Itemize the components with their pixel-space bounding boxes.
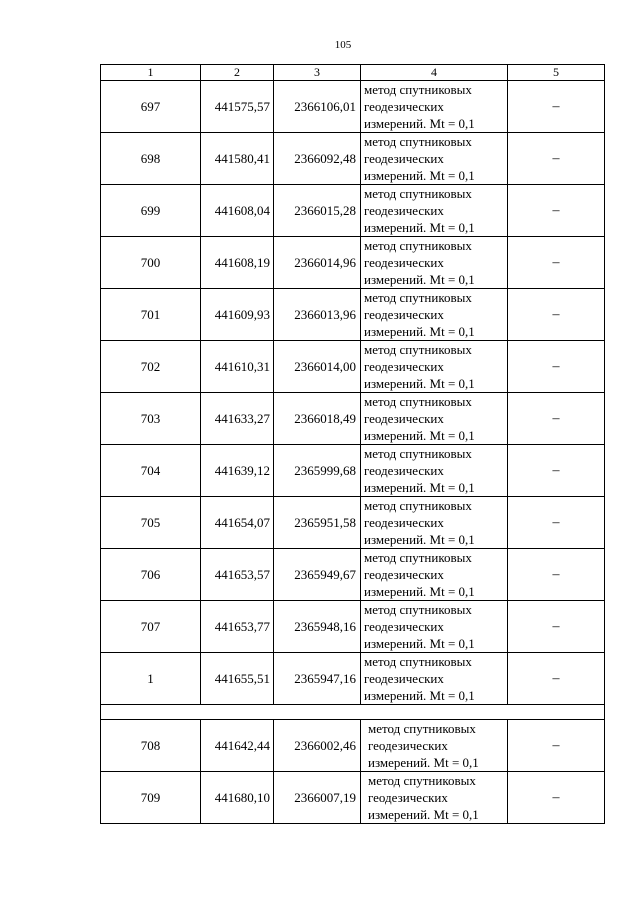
method-line-3: измерений. Mt = 0,1 [364, 688, 475, 703]
coordinate-y: 2366014,00 [274, 341, 361, 393]
table-row [101, 653, 605, 705]
method-line-1: метод спутниковых [368, 721, 476, 736]
method-line-3: измерений. Mt = 0,1 [368, 807, 479, 822]
coordinate-x: 441610,31 [201, 341, 274, 393]
coordinate-y: 2365948,16 [274, 601, 361, 653]
method-cell [361, 445, 508, 497]
coordinate-x: 441633,27 [201, 393, 274, 445]
method-line-2: геодезических [368, 790, 448, 805]
coordinate-x: 441609,93 [201, 289, 274, 341]
point-number: 708 [101, 720, 201, 772]
method-cell [361, 772, 508, 824]
table-row [101, 341, 605, 393]
method-line-3: измерений. Mt = 0,1 [364, 584, 475, 599]
coordinate-y: 2365949,67 [274, 549, 361, 601]
method-line-1: метод спутниковых [364, 134, 472, 149]
method-line-1: метод спутниковых [364, 290, 472, 305]
note-cell: – [508, 185, 605, 237]
note-cell: – [508, 341, 605, 393]
coordinate-y: 2366014,96 [274, 237, 361, 289]
coordinate-y: 2365951,58 [274, 497, 361, 549]
note-cell: – [508, 445, 605, 497]
coordinate-y: 2366002,46 [274, 720, 361, 772]
method-line-3: измерений. Mt = 0,1 [364, 116, 475, 131]
table-row [101, 772, 605, 824]
point-number: 706 [101, 549, 201, 601]
coordinate-x: 441639,12 [201, 445, 274, 497]
table-row [101, 81, 605, 133]
method-line-3: измерений. Mt = 0,1 [364, 168, 475, 183]
method-line-2: геодезических [368, 738, 448, 753]
column-header-1: 1 [101, 65, 201, 81]
table-gap-row [101, 705, 605, 720]
point-number: 1 [101, 653, 201, 705]
method-line-1: метод спутниковых [364, 446, 472, 461]
method-line-1: метод спутниковых [364, 498, 472, 513]
note-cell: – [508, 289, 605, 341]
coordinate-y: 2365947,16 [274, 653, 361, 705]
method-line-2: геодезических [364, 203, 444, 218]
coordinate-x: 441642,44 [201, 720, 274, 772]
coordinate-y: 2366013,96 [274, 289, 361, 341]
coordinate-y: 2366007,19 [274, 772, 361, 824]
point-number: 699 [101, 185, 201, 237]
table-row [101, 237, 605, 289]
coordinate-x: 441608,04 [201, 185, 274, 237]
coordinate-x: 441580,41 [201, 133, 274, 185]
method-line-3: измерений. Mt = 0,1 [364, 324, 475, 339]
method-line-1: метод спутниковых [364, 238, 472, 253]
method-line-3: измерений. Mt = 0,1 [364, 220, 475, 235]
point-number: 698 [101, 133, 201, 185]
coordinate-y: 2366018,49 [274, 393, 361, 445]
method-cell [361, 289, 508, 341]
coordinate-x: 441653,57 [201, 549, 274, 601]
method-line-2: геодезических [364, 411, 444, 426]
note-cell: – [508, 601, 605, 653]
point-number: 707 [101, 601, 201, 653]
point-number: 701 [101, 289, 201, 341]
point-number: 697 [101, 81, 201, 133]
coordinate-x: 441655,51 [201, 653, 274, 705]
method-line-3: измерений. Mt = 0,1 [364, 376, 475, 391]
method-cell [361, 549, 508, 601]
point-number: 704 [101, 445, 201, 497]
coordinate-y: 2366106,01 [274, 81, 361, 133]
table-header-row [101, 65, 605, 81]
table-row [101, 133, 605, 185]
method-line-2: геодезических [364, 671, 444, 686]
method-line-1: метод спутниковых [364, 654, 472, 669]
method-cell [361, 185, 508, 237]
table-row [101, 720, 605, 772]
method-cell [361, 341, 508, 393]
point-number: 702 [101, 341, 201, 393]
note-cell: – [508, 237, 605, 289]
column-header-3: 3 [274, 65, 361, 81]
method-line-2: геодезических [364, 307, 444, 322]
coordinates-table [100, 64, 605, 824]
method-line-1: метод спутниковых [364, 342, 472, 357]
method-cell [361, 81, 508, 133]
page-number: 105 [334, 39, 352, 51]
point-number: 703 [101, 393, 201, 445]
method-line-2: геодезических [364, 515, 444, 530]
note-cell: – [508, 393, 605, 445]
method-line-1: метод спутниковых [364, 602, 472, 617]
gap-cell [101, 705, 605, 720]
coordinate-x: 441654,07 [201, 497, 274, 549]
note-cell: – [508, 653, 605, 705]
point-number: 705 [101, 497, 201, 549]
coordinate-y: 2366092,48 [274, 133, 361, 185]
column-header-4: 4 [361, 65, 508, 81]
method-line-2: геодезических [364, 255, 444, 270]
method-line-2: геодезических [364, 463, 444, 478]
table-row [101, 549, 605, 601]
table-row [101, 497, 605, 549]
table-row [101, 289, 605, 341]
method-cell [361, 133, 508, 185]
coordinate-x: 441608,19 [201, 237, 274, 289]
note-cell: – [508, 772, 605, 824]
table-row [101, 601, 605, 653]
method-cell [361, 237, 508, 289]
coordinate-y: 2365999,68 [274, 445, 361, 497]
coordinate-x: 441575,57 [201, 81, 274, 133]
method-line-3: измерений. Mt = 0,1 [364, 428, 475, 443]
note-cell: – [508, 133, 605, 185]
point-number: 700 [101, 237, 201, 289]
note-cell: – [508, 720, 605, 772]
coordinate-y: 2366015,28 [274, 185, 361, 237]
method-line-3: измерений. Mt = 0,1 [364, 532, 475, 547]
method-line-2: геодезических [364, 99, 444, 114]
note-cell: – [508, 81, 605, 133]
method-line-1: метод спутниковых [364, 394, 472, 409]
method-line-2: геодезических [364, 359, 444, 374]
method-line-2: геодезических [364, 619, 444, 634]
method-line-1: метод спутниковых [364, 82, 472, 97]
method-line-1: метод спутниковых [364, 186, 472, 201]
coordinate-x: 441680,10 [201, 772, 274, 824]
table-row [101, 393, 605, 445]
method-line-2: геодезических [364, 151, 444, 166]
method-line-1: метод спутниковых [364, 550, 472, 565]
table-row [101, 185, 605, 237]
note-cell: – [508, 497, 605, 549]
method-cell [361, 393, 508, 445]
method-line-2: геодезических [364, 567, 444, 582]
method-line-3: измерений. Mt = 0,1 [364, 272, 475, 287]
method-cell [361, 601, 508, 653]
column-header-5: 5 [508, 65, 605, 81]
method-cell [361, 720, 508, 772]
method-line-3: измерений. Mt = 0,1 [364, 480, 475, 495]
column-header-2: 2 [201, 65, 274, 81]
table-row [101, 445, 605, 497]
method-cell [361, 653, 508, 705]
point-number: 709 [101, 772, 201, 824]
note-cell: – [508, 549, 605, 601]
method-cell [361, 497, 508, 549]
coordinate-x: 441653,77 [201, 601, 274, 653]
method-line-3: измерений. Mt = 0,1 [368, 755, 479, 770]
method-line-1: метод спутниковых [368, 773, 476, 788]
method-line-3: измерений. Mt = 0,1 [364, 636, 475, 651]
